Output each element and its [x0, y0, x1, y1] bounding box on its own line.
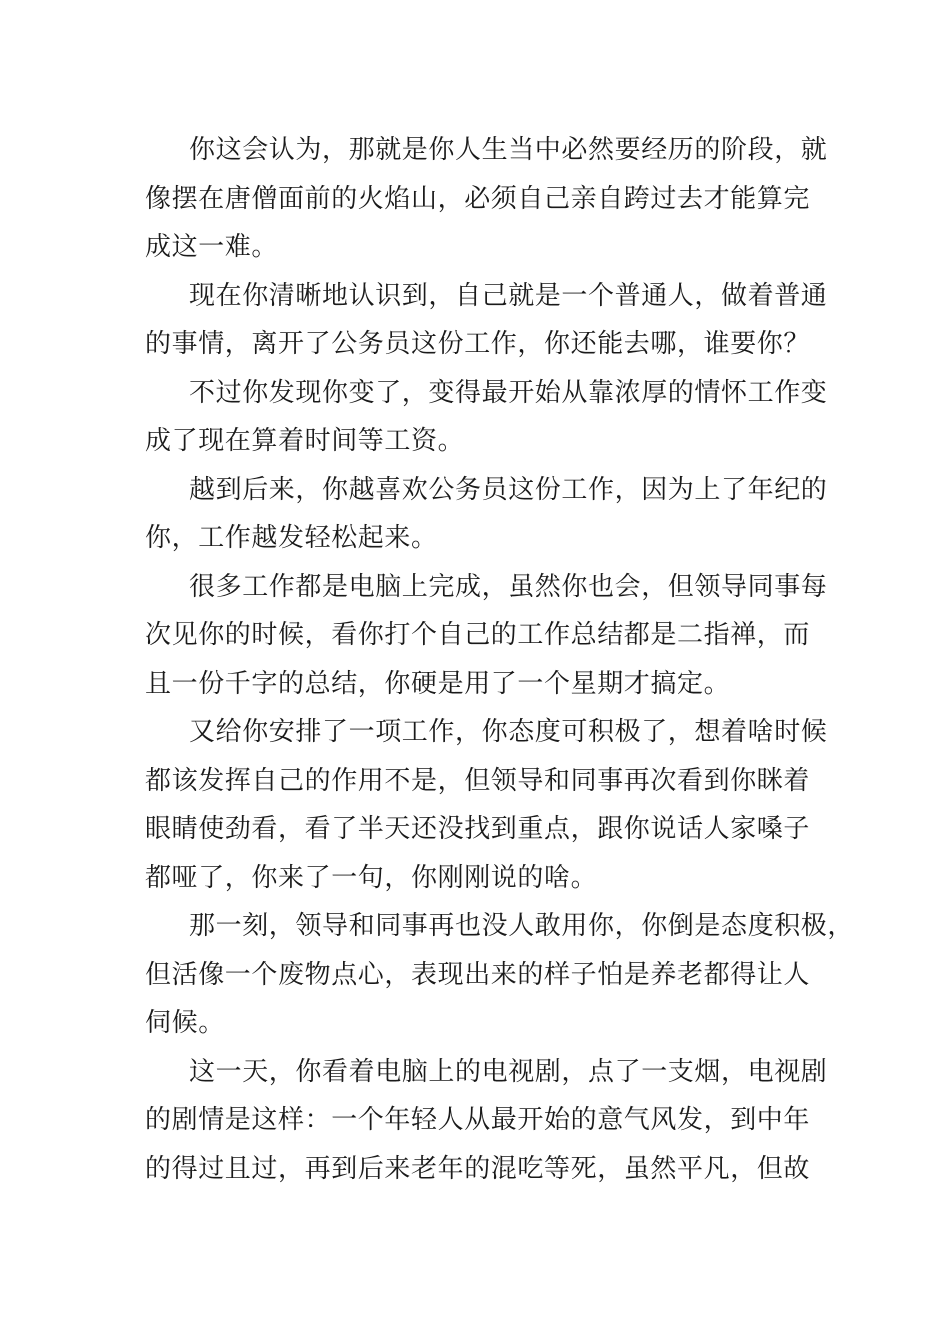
text-line: 又给你安排了一项工作，你态度可积极了，想着啥时候 — [189, 717, 828, 747]
paragraph-1 — [145, 126, 828, 272]
text-line: 的得过且过，再到后来老年的混吃等死，虽然平凡，但故 — [145, 1153, 811, 1184]
text-line: 都哑了，你来了一句，你刚刚说的啥。 — [145, 862, 598, 893]
document-body — [145, 126, 855, 1193]
text-line: 都该发挥自己的作用不是，但领导和同事再次看到你眯着 — [145, 765, 811, 796]
paragraph-7 — [145, 902, 855, 1048]
text-line: 且一份千字的总结，你硬是用了一个星期才搞定。 — [145, 668, 731, 699]
paragraph-3 — [145, 369, 828, 466]
text-line: 现在你清晰地认识到，自己就是一个普通人，做着普通 — [189, 280, 828, 311]
paragraph-8 — [145, 1048, 828, 1194]
text-line: 这一天，你看着电脑上的电视剧，点了一支烟，电视剧 — [189, 1056, 828, 1087]
text-line: 眼睛使劲看，看了半天还没找到重点，跟你说话人家嗓子 — [145, 814, 811, 844]
text-line: 但活像一个废物点心，表现出来的样子怕是养老都得让人 — [145, 959, 811, 990]
text-line: 你，工作越发轻松起来。 — [145, 523, 438, 553]
paragraph-2 — [145, 272, 828, 369]
text-line: 成了现在算着时间等工资。 — [145, 426, 465, 456]
text-line: 的剧情是这样：一个年轻人从最开始的意气风发，到中年 — [145, 1105, 811, 1135]
text-line: 越到后来，你越喜欢公务员这份工作，因为上了年纪的 — [189, 474, 828, 505]
text-line: 次见你的时候，看你打个自己的工作总结都是二指禅，而 — [145, 620, 811, 650]
text-line: 你这会认为，那就是你人生当中必然要经历的阶段，就 — [189, 135, 828, 165]
text-line: 的事情，离开了公务员这份工作，你还能去哪，谁要你？ — [145, 329, 811, 359]
paragraph-6 — [145, 708, 828, 902]
text-line: 很多工作都是电脑上完成，虽然你也会，但领导同事每 — [189, 571, 828, 602]
text-line: 成这一难。 — [145, 232, 279, 262]
text-line: 不过你发现你变了，变得最开始从靠浓厚的情怀工作变 — [189, 377, 828, 408]
paragraph-4 — [145, 466, 828, 563]
text-line: 像摆在唐僧面前的火焰山，必须自己亲自跨过去才能算完 — [145, 183, 811, 214]
text-line: 那一刻，领导和同事再也没人敢用你，你倒是态度积极， — [189, 911, 855, 941]
paragraph-5 — [145, 563, 828, 709]
text-line: 伺候。 — [145, 1008, 225, 1038]
